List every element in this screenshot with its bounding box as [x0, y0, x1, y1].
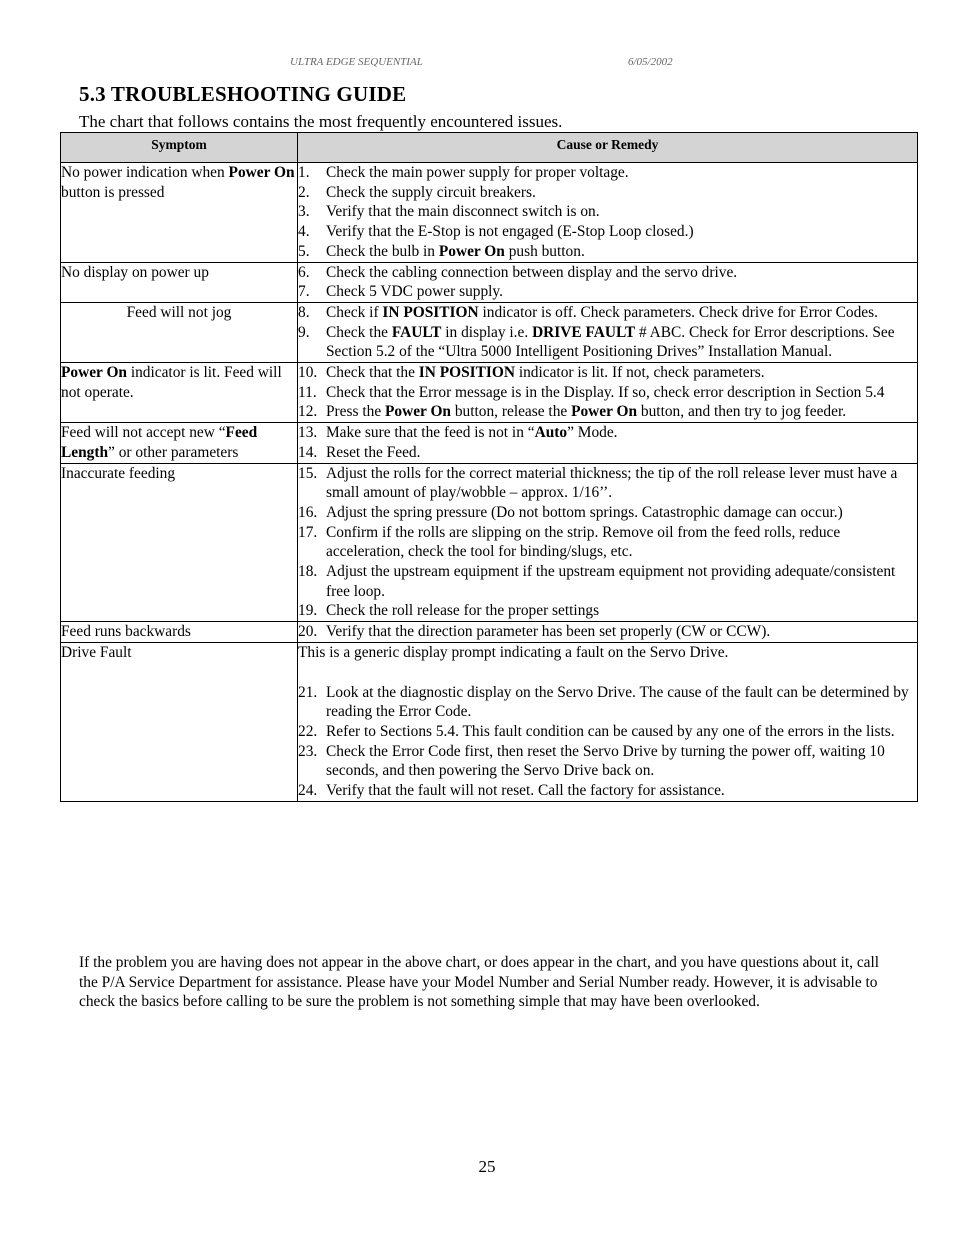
symptom-cell [61, 262, 298, 302]
item-number: 3. [298, 203, 310, 221]
bold-text: Auto [534, 424, 568, 442]
table-row [61, 463, 918, 622]
text-run: Press the [326, 403, 385, 421]
item-number: 5. [298, 242, 310, 260]
text-run: Check 5 VDC power supply. [326, 283, 503, 301]
item-text [326, 722, 917, 742]
item-text [326, 263, 917, 283]
text-run: Confirm if the rolls are slipping on the strip. Remove oil from the feed rolls, reduce acceleration, check the tool for binding/slugs, etc. [326, 523, 841, 561]
item-number: 13. [298, 424, 318, 442]
item-number: 1. [298, 164, 310, 181]
item-text [326, 742, 917, 781]
remedy-item [298, 363, 917, 383]
text-run: Verify that the E-Stop is not engaged (E-Stop Loop closed.) [326, 223, 694, 241]
item-number: 17. [298, 523, 318, 541]
closing-paragraph: If the problem you are having does not appear in the above chart, or does appear in the chart, and you have questions about it, call the P/A Service Department for assistance. Please have your Model Number and Serial Number ready. However, it is advisable to check the basics before calling to be sure the problem is not something simple that may have been overlooked. [79, 954, 880, 1011]
item-text [326, 464, 917, 503]
item-number: 19. [298, 602, 318, 620]
item-text [326, 683, 917, 722]
remedy-item [298, 622, 917, 642]
text-run: button, and then try to jog feeder. [637, 403, 847, 421]
text-run: Make sure that the feed is not in “ [326, 424, 535, 442]
remedy-item [298, 683, 917, 722]
item-number: 18. [298, 563, 318, 581]
text-run: Check the bulb in [326, 242, 439, 260]
remedy-item [298, 202, 917, 222]
item-text [326, 303, 917, 323]
text-run: Feed will not accept new “ [61, 424, 226, 442]
symptom-cell [61, 642, 298, 801]
remedy-item [298, 443, 917, 463]
running-header-date: 6/05/2002 [628, 56, 673, 68]
symptom-cell [61, 423, 298, 463]
item-number: 10. [298, 364, 318, 382]
remedy-cell [298, 423, 918, 463]
troubleshooting-table [60, 132, 918, 802]
text-run: Reset the Feed. [326, 443, 421, 461]
remedy-item [298, 423, 917, 443]
text-run: Feed runs backwards [61, 623, 191, 641]
item-number: 12. [298, 403, 318, 421]
bold-text: Power On [385, 403, 451, 421]
remedy-item [298, 402, 917, 422]
symptom-cell [61, 363, 298, 423]
text-run: Adjust the spring pressure (Do not bottom springs. Catastrophic damage can occur.) [326, 503, 843, 521]
item-number: 16. [298, 503, 318, 521]
text-run: Verify that the fault will not reset. Call the factory for assistance. [326, 782, 725, 800]
text-run: Feed will not jog [126, 303, 232, 321]
table-body [61, 163, 918, 802]
item-text [326, 562, 917, 601]
remedy-item [298, 303, 917, 323]
remedy-cell [298, 363, 918, 423]
text-run: Check that the Error message is in the Display. If so, check error description in Section 5.4 [326, 383, 885, 401]
item-number: 6. [298, 263, 310, 281]
text-run: # ABC. Check for Error descriptions. See Section 5.2 of the “Ultra 5000 Intelligent Positioning Drives” Installation Manual. [326, 323, 895, 361]
text-run: in display i.e. [441, 323, 533, 341]
symptom-cell [61, 622, 298, 643]
text-run: Look at the diagnostic display on the Servo Drive. The cause of the fault can be determined by reading the Error Code. [326, 683, 909, 721]
text-run: button, release the [450, 403, 572, 421]
item-number: 22. [298, 722, 318, 740]
remedy-cell [298, 622, 918, 643]
remedy-item [298, 601, 917, 621]
text-run: button is pressed [61, 183, 165, 201]
page-number: 25 [478, 1157, 496, 1176]
bold-text: Power On [571, 403, 638, 421]
item-text [326, 383, 917, 403]
item-text [326, 163, 917, 183]
item-number: 7. [298, 283, 310, 301]
item-text [326, 523, 917, 562]
text-run: Check the cabling connection between display and the servo drive. [326, 263, 738, 281]
item-text [326, 202, 917, 222]
symptom-cell [61, 463, 298, 622]
text-run: Drive Fault [61, 643, 132, 661]
intro-paragraph: The chart that follows contains the most frequently encountered issues. [79, 112, 563, 131]
item-number: 2. [298, 183, 310, 201]
column-header-remedy: Cause or Remedy [298, 133, 918, 163]
bold-text: IN POSITION [418, 364, 515, 382]
item-number: 9. [298, 323, 310, 341]
text-run: ” Mode. [567, 424, 618, 442]
item-number: 8. [298, 303, 310, 321]
table-row [61, 262, 918, 302]
bold-text: FAULT [391, 323, 442, 341]
remedy-item [298, 503, 917, 523]
text-run: indicator is lit. If not, check parameters. [514, 364, 765, 382]
remedy-cell [298, 642, 918, 801]
item-number: 15. [298, 464, 318, 482]
item-text [326, 323, 917, 362]
item-text [326, 781, 917, 801]
text-run: Inaccurate feeding [61, 464, 176, 482]
text-run: Verify that the main disconnect switch is on. [326, 203, 600, 221]
item-number: 24. [298, 782, 318, 800]
bold-text: Power On [438, 242, 505, 260]
remedy-item [298, 523, 917, 562]
remedy-cell [298, 463, 918, 622]
remedy-item [298, 464, 917, 503]
text-run: Check the supply circuit breakers. [326, 183, 536, 201]
text-run: indicator is off. Check parameters. Check drive for Error Codes. [478, 303, 878, 321]
table-row [61, 163, 918, 263]
text-run: Adjust the upstream equipment if the upstream equipment not providing adequate/consistent free loop. [326, 563, 896, 600]
text-run: Check the [326, 323, 392, 341]
remedy-item [298, 242, 917, 262]
table-row [61, 302, 918, 362]
item-number: 11. [298, 383, 317, 401]
column-header-symptom: Symptom [61, 133, 298, 163]
symptom-cell [61, 302, 298, 362]
item-text [326, 363, 917, 383]
text-run: push button. [504, 242, 585, 260]
text-run: No display on power up [61, 263, 209, 281]
item-text [326, 503, 917, 523]
item-number: 21. [298, 683, 318, 701]
remedy-cell [298, 163, 918, 263]
bold-text: Power On [61, 364, 127, 382]
item-text [326, 443, 917, 463]
table-row [61, 423, 918, 463]
remedy-item [298, 222, 917, 242]
bold-text: IN POSITION [382, 303, 479, 321]
bold-text: Power On [228, 164, 295, 181]
text-run: ” or other parameters [108, 443, 239, 461]
remedy-cell [298, 262, 918, 302]
text-run: Check the roll release for the proper settings [326, 602, 600, 620]
remedy-item [298, 722, 917, 742]
item-text [326, 423, 917, 443]
symptom-cell [61, 163, 298, 263]
text-run: Verify that the direction parameter has been set properly (CW or CCW). [326, 623, 771, 641]
remedy-lead-text: This is a generic display prompt indicating a fault on the Servo Drive. [298, 643, 729, 661]
text-run: Check that the [326, 364, 419, 382]
item-text [326, 601, 917, 621]
remedy-item [298, 263, 917, 283]
section-title: 5.3 TROUBLESHOOTING GUIDE [79, 82, 407, 106]
remedy-item [298, 183, 917, 203]
item-number: 23. [298, 742, 318, 760]
remedy-item [298, 781, 917, 801]
item-text [326, 622, 917, 642]
remedy-item [298, 163, 917, 183]
item-text [326, 222, 917, 242]
item-text [326, 282, 917, 302]
running-header-title: ULTRA EDGE SEQUENTIAL [290, 56, 423, 68]
table-row [61, 622, 918, 643]
item-text [326, 242, 917, 262]
text-run: Check the main power supply for proper voltage. [326, 164, 629, 181]
remedy-cell [298, 302, 918, 362]
text-run: Refer to Sections 5.4. This fault condition can be caused by any one of the errors in the lists. [326, 722, 895, 740]
item-text [326, 402, 917, 422]
bold-text: DRIVE FAULT [532, 323, 636, 341]
remedy-item [298, 742, 917, 781]
text-run: Check if [326, 303, 383, 321]
item-number: 4. [298, 223, 310, 241]
remedy-item [298, 383, 917, 403]
table-row [61, 363, 918, 423]
remedy-item [298, 323, 917, 362]
table-row [61, 642, 918, 801]
text-run: Adjust the rolls for the correct material thickness; the tip of the roll release lever must have a small amount of play/wobble – approx. 1/16’’. [326, 464, 898, 502]
text-run: indicator is lit. Feed will not operate. [61, 364, 282, 401]
bold-text: Feed Length [61, 424, 258, 461]
remedy-item [298, 562, 917, 601]
table-header-row [61, 133, 918, 163]
item-text [326, 183, 917, 203]
item-number: 20. [298, 623, 318, 641]
text-run: No power indication when [61, 164, 229, 181]
item-number: 14. [298, 443, 318, 461]
text-run: Check the Error Code first, then reset the Servo Drive by turning the power off, waiting 10 seconds, and then powering the Servo Drive back on. [326, 742, 885, 780]
remedy-item [298, 282, 917, 302]
